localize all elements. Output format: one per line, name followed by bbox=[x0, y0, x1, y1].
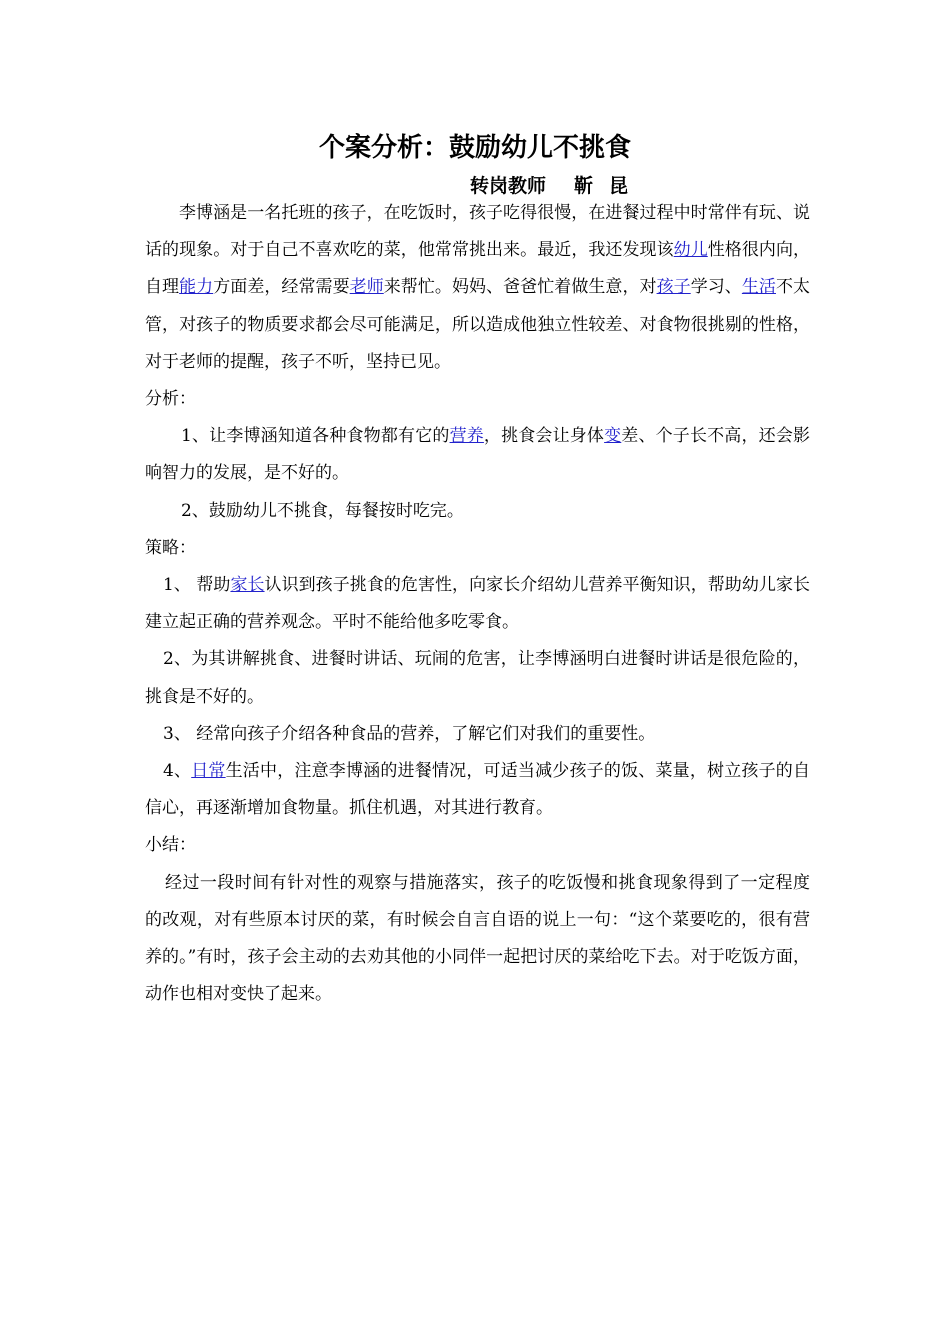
analysis-item-1 bbox=[145, 418, 810, 492]
strategy-item-4-text-2: 生活中，注意李博涵的进餐情况，可适当减少孩子的饭、菜量，树立孩子的自信心，再逐渐增加食物量。抓住机遇，对其进行教育。 bbox=[145, 761, 811, 819]
analysis-item-1-text-3: 差、个子长不高，还会影响智力的发展，是不好的。 bbox=[145, 426, 810, 484]
analysis-item-2: 2、鼓励幼儿不挑食，每餐按时吃完。 bbox=[181, 500, 464, 521]
analysis-item-1-text-1: 1、让李博涵知道各种食物都有它的 bbox=[181, 426, 450, 447]
strategy-item-4-text-1: 4、 bbox=[163, 761, 192, 782]
link-youer[interactable]: 幼儿 bbox=[673, 240, 708, 261]
intro-text-5: 学习、 bbox=[690, 277, 742, 298]
author-name-part-2: 昆 bbox=[609, 175, 629, 197]
strategy-item-4 bbox=[145, 753, 810, 827]
link-haizi[interactable]: 孩子 bbox=[656, 277, 691, 298]
intro-text-2: 性格很内向，自理 bbox=[145, 240, 811, 298]
intro-paragraph bbox=[145, 195, 810, 381]
link-jiazhang[interactable]: 家长 bbox=[230, 575, 265, 596]
document-body bbox=[145, 195, 810, 1013]
analysis-heading: 分析： bbox=[145, 389, 196, 410]
strategy-item-1 bbox=[145, 567, 810, 641]
link-shenghuo[interactable]: 生活 bbox=[741, 277, 776, 298]
author-role: 转岗教师 bbox=[470, 175, 547, 197]
summary-paragraph: 经过一段时间有针对性的观察与措施落实，孩子的吃饭慢和挑食现象得到了一定程度的改观，对有些原本讨厌的菜，有时候会自言自语的说上一句：“这个菜要吃的，很有营养的。”有时，孩子会主动的去劝其他的小同伴一起把讨厌的菜给吃下去。对于吃饭方面，动作也相对变快了起来。 bbox=[145, 872, 810, 1005]
strategy-item-1-text-2: 认识到孩子挑食的危害性，向家长介绍幼儿营养平衡知识，帮助幼儿家长建立起正确的营养观念。平时不能给他多吃零食。 bbox=[145, 575, 810, 633]
link-laoshi[interactable]: 老师 bbox=[349, 277, 384, 298]
intro-text-1: 李博涵是一名托班的孩子，在吃饭时，孩子吃得很慢，在进餐过程中时常伴有玩、说话的现象。对于自己不喜欢吃的菜，他常常挑出来。最近，我还发现该 bbox=[145, 203, 810, 261]
summary-heading: 小结： bbox=[145, 835, 196, 856]
strategy-item-1-text-1: 1、 帮助 bbox=[163, 575, 231, 596]
link-nengli[interactable]: 能力 bbox=[179, 277, 214, 298]
link-yingyang[interactable]: 营养 bbox=[449, 426, 484, 447]
strategy-heading: 策略： bbox=[145, 537, 196, 558]
link-richang[interactable]: 日常 bbox=[191, 761, 226, 782]
analysis-item-1-text-2: ，挑食会让身体 bbox=[483, 426, 605, 447]
strategy-item-3: 3、 经常向孩子介绍各种食品的营养，了解它们对我们的重要性。 bbox=[163, 723, 656, 744]
link-bian[interactable]: 变 bbox=[604, 426, 622, 447]
intro-text-3: 方面差，经常需要 bbox=[213, 277, 350, 298]
intro-text-4: 来帮忙。妈妈、爸爸忙着做生意，对 bbox=[383, 277, 657, 298]
page-title: 个案分析：鼓励幼儿不挑食 bbox=[318, 133, 631, 163]
author-name-part-1: 靳 bbox=[574, 175, 594, 197]
intro-text-6: 不太管，对孩子的物质要求都会尽可能满足，所以造成他独立性较差、对食物很挑剔的性格，对于老师的提醒，孩子不听，坚持已见。 bbox=[145, 277, 811, 372]
strategy-item-2: 2、为其讲解挑食、进餐时讲话、玩闹的危害，让李博涵明白进餐时讲话是很危险的，挑食是不好的。 bbox=[145, 649, 810, 707]
